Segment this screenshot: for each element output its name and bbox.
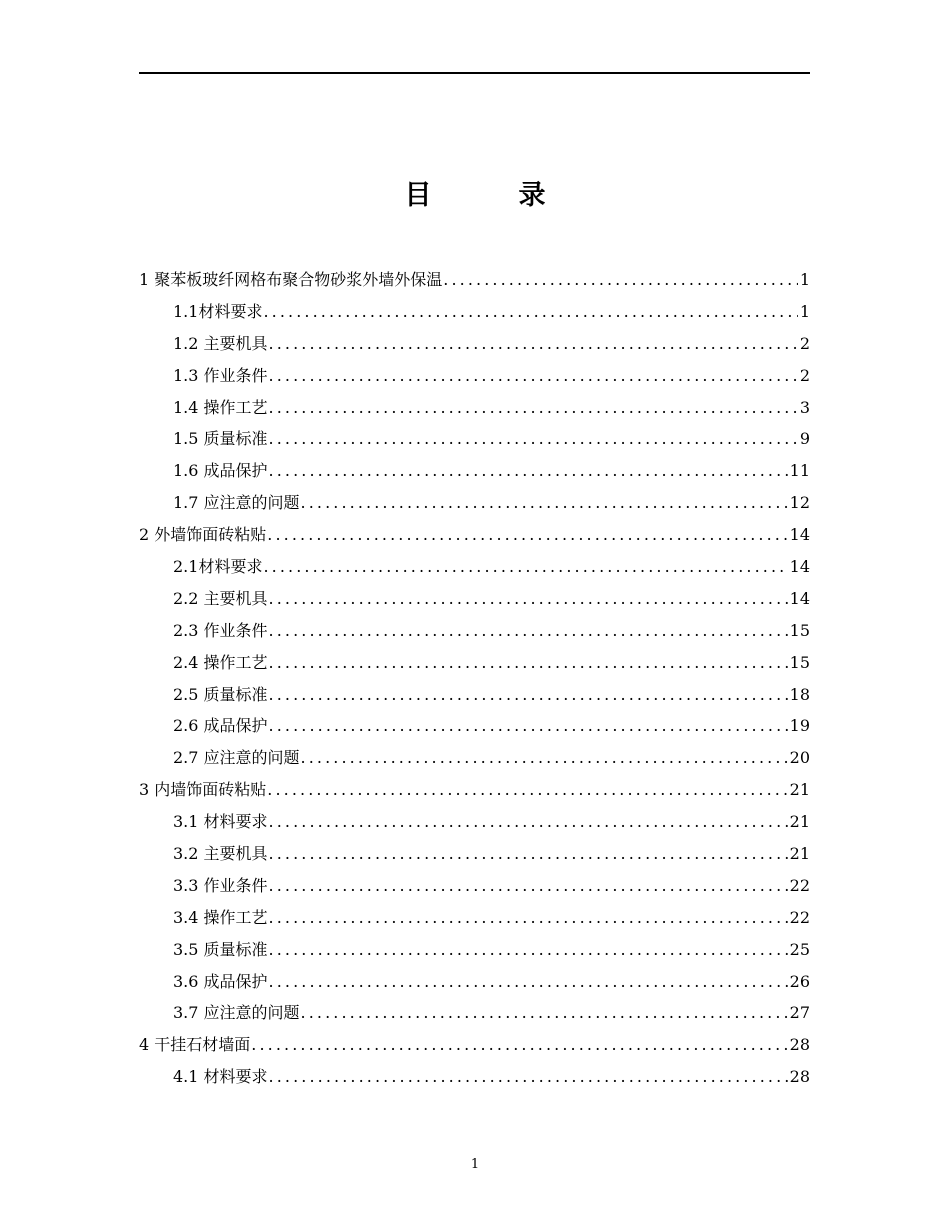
toc-dot-leader bbox=[301, 997, 788, 1029]
toc-entry[interactable] bbox=[139, 679, 810, 711]
toc-dot-leader bbox=[269, 647, 788, 679]
toc-entry[interactable] bbox=[139, 615, 810, 647]
toc-dot-leader bbox=[269, 392, 798, 424]
toc-entry-label: 4 干挂石材墙面 bbox=[139, 1035, 251, 1055]
toc-entry-page: 21 bbox=[789, 812, 810, 832]
toc-entry[interactable] bbox=[139, 997, 810, 1029]
toc-entry-page: 28 bbox=[789, 1067, 810, 1087]
toc-entry-page: 14 bbox=[789, 525, 810, 545]
toc-entry-label: 1.1材料要求 bbox=[173, 301, 263, 321]
toc-entry[interactable] bbox=[139, 966, 810, 998]
toc-entry[interactable] bbox=[139, 328, 810, 360]
toc-entry-label: 2.7 应注意的问题 bbox=[173, 748, 300, 768]
toc-entry-page: 1 bbox=[799, 270, 810, 289]
toc-entry-label: 3.1 材料要求 bbox=[173, 812, 268, 832]
toc-dot-leader bbox=[269, 423, 798, 455]
toc-entry-label: 2.5 质量标准 bbox=[173, 684, 268, 704]
toc-entry-page: 26 bbox=[789, 971, 810, 991]
toc-entry[interactable] bbox=[139, 870, 810, 902]
toc-entry[interactable] bbox=[139, 455, 810, 487]
table-of-contents bbox=[139, 264, 810, 1093]
toc-dot-leader bbox=[269, 615, 788, 647]
toc-entry[interactable] bbox=[139, 1029, 810, 1061]
toc-dot-leader bbox=[269, 966, 788, 998]
toc-entry-label: 2.1材料要求 bbox=[173, 557, 263, 577]
toc-entry-label: 1.3 作业条件 bbox=[173, 365, 268, 385]
toc-dot-leader bbox=[267, 774, 787, 806]
toc-entry[interactable] bbox=[139, 774, 810, 806]
toc-entry-page: 27 bbox=[789, 1003, 810, 1023]
toc-dot-leader bbox=[263, 296, 797, 328]
toc-entry[interactable] bbox=[139, 519, 810, 551]
toc-dot-leader bbox=[301, 487, 788, 519]
toc-entry-label: 2.4 操作工艺 bbox=[173, 652, 268, 672]
toc-entry[interactable] bbox=[139, 487, 810, 519]
toc-entry[interactable] bbox=[139, 806, 810, 838]
toc-dot-leader bbox=[251, 1029, 787, 1061]
toc-entry-label: 4.1 材料要求 bbox=[173, 1067, 268, 1087]
toc-entry[interactable] bbox=[139, 647, 810, 679]
toc-dot-leader bbox=[263, 551, 787, 583]
toc-entry[interactable] bbox=[139, 934, 810, 966]
toc-entry-label: 2.6 成品保护 bbox=[173, 716, 268, 736]
toc-entry-page: 21 bbox=[789, 844, 810, 864]
toc-entry[interactable] bbox=[139, 296, 810, 328]
toc-entry-page: 12 bbox=[789, 493, 810, 513]
toc-entry-page: 2 bbox=[799, 333, 810, 353]
toc-entry-label: 2.3 作业条件 bbox=[173, 620, 268, 640]
toc-entry-label: 1.4 操作工艺 bbox=[173, 397, 268, 417]
toc-entry-page: 19 bbox=[789, 716, 810, 736]
toc-entry-page: 25 bbox=[789, 939, 810, 959]
toc-dot-leader bbox=[269, 583, 788, 615]
toc-dot-leader bbox=[267, 519, 787, 551]
toc-entry-page: 14 bbox=[789, 557, 810, 577]
toc-dot-leader bbox=[269, 328, 798, 360]
toc-entry[interactable] bbox=[139, 392, 810, 424]
toc-entry-page: 14 bbox=[789, 588, 810, 608]
toc-entry-label: 1.6 成品保护 bbox=[173, 461, 268, 481]
toc-entry-page: 2 bbox=[799, 365, 810, 385]
toc-entry-label: 1.5 质量标准 bbox=[173, 429, 268, 449]
toc-entry[interactable] bbox=[139, 583, 810, 615]
toc-entry-label: 3 内墙饰面砖粘贴 bbox=[139, 780, 267, 800]
toc-entry-label: 1.7 应注意的问题 bbox=[173, 493, 300, 513]
toc-entry-label: 3.3 作业条件 bbox=[173, 875, 268, 895]
toc-dot-leader bbox=[269, 870, 788, 902]
toc-entry-page: 15 bbox=[789, 620, 810, 640]
toc-dot-leader bbox=[269, 902, 788, 934]
toc-entry-page: 1 bbox=[799, 301, 810, 321]
toc-dot-leader bbox=[269, 360, 798, 392]
toc-entry[interactable] bbox=[139, 264, 810, 296]
toc-dot-leader bbox=[301, 742, 788, 774]
toc-entry-label: 3.2 主要机具 bbox=[173, 844, 268, 864]
toc-entry-page: 18 bbox=[789, 684, 810, 704]
toc-entry[interactable] bbox=[139, 423, 810, 455]
toc-entry-label: 3.5 质量标准 bbox=[173, 939, 268, 959]
toc-entry-page: 20 bbox=[789, 748, 810, 768]
toc-entry-label: 1 聚苯板玻纤网格布聚合物砂浆外墙外保温 bbox=[139, 270, 443, 289]
toc-entry[interactable] bbox=[139, 551, 810, 583]
toc-entry-label: 3.7 应注意的问题 bbox=[173, 1003, 300, 1023]
header-rule bbox=[139, 72, 810, 74]
toc-entry[interactable] bbox=[139, 360, 810, 392]
toc-entry-page: 22 bbox=[789, 907, 810, 927]
toc-entry-page: 21 bbox=[789, 780, 810, 800]
toc-entry-label: 3.4 操作工艺 bbox=[173, 907, 268, 927]
toc-entry-page: 11 bbox=[789, 461, 810, 481]
toc-entry-label: 2 外墙饰面砖粘贴 bbox=[139, 525, 267, 545]
toc-entry-page: 28 bbox=[789, 1035, 810, 1055]
toc-dot-leader bbox=[443, 264, 798, 296]
toc-entry-page: 22 bbox=[789, 875, 810, 895]
toc-dot-leader bbox=[269, 806, 788, 838]
toc-entry-page: 15 bbox=[789, 652, 810, 672]
page-title: 目 录 bbox=[404, 180, 576, 211]
toc-entry-page: 3 bbox=[799, 397, 810, 417]
toc-entry[interactable] bbox=[139, 838, 810, 870]
toc-dot-leader bbox=[269, 838, 788, 870]
toc-entry[interactable] bbox=[139, 902, 810, 934]
page-number: 1 bbox=[470, 1157, 480, 1172]
toc-entry-label: 3.6 成品保护 bbox=[173, 971, 268, 991]
toc-dot-leader bbox=[269, 710, 788, 742]
toc-entry[interactable] bbox=[139, 1061, 810, 1093]
toc-entry-label: 1.2 主要机具 bbox=[173, 333, 268, 353]
toc-dot-leader bbox=[269, 455, 788, 487]
toc-dot-leader bbox=[269, 934, 788, 966]
toc-dot-leader bbox=[269, 1061, 788, 1093]
toc-entry-page: 9 bbox=[799, 429, 810, 449]
toc-dot-leader bbox=[269, 679, 788, 711]
toc-entry[interactable] bbox=[139, 710, 810, 742]
toc-entry-label: 2.2 主要机具 bbox=[173, 588, 268, 608]
toc-entry[interactable] bbox=[139, 742, 810, 774]
